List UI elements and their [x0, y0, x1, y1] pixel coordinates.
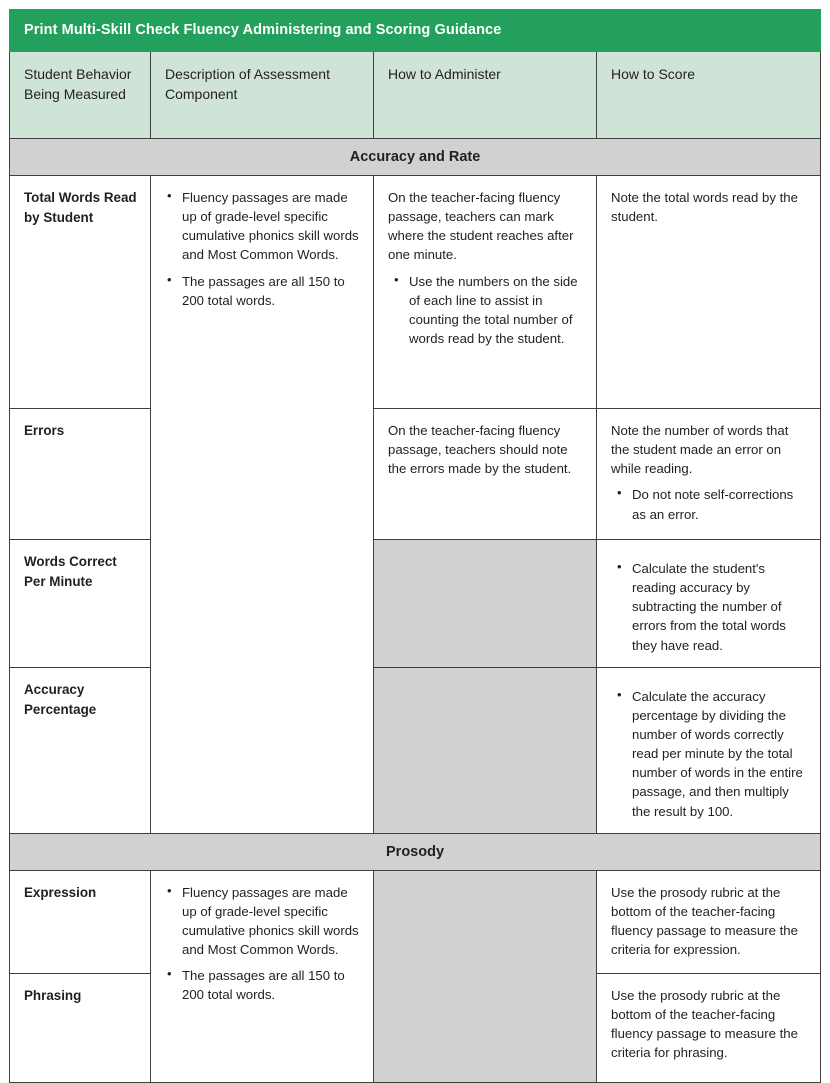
- behavior-total-words-read-by-student: Total Words Read by Student: [10, 176, 151, 409]
- behavior-errors: Errors: [10, 409, 151, 540]
- behavior-accuracy-percentage: Accuracy Percentage: [10, 667, 151, 833]
- table-row: [10, 176, 821, 409]
- score-paragraph: Note the number of words that the student made an error on while reading.: [611, 423, 789, 477]
- administer-paragraph: On the teacher-facing fluency passage, teachers can mark where the student reaches after one minute.: [388, 190, 574, 263]
- score-paragraph: Note the total words read by the student.: [611, 190, 798, 225]
- score-phrasing: [597, 973, 821, 1082]
- score-paragraph: Use the prosody rubric at the bottom of the teacher-facing fluency passage to measure the criteria for phrasing.: [611, 987, 798, 1061]
- description-accuracy-and-rate: [151, 176, 374, 834]
- table-title: Print Multi-Skill Check Fluency Administering and Scoring Guidance: [10, 10, 821, 52]
- description-bullet-list: [165, 883, 361, 1005]
- score-bullet-list: [611, 559, 808, 655]
- section-band-label: Accuracy and Rate: [10, 139, 821, 176]
- table-title-row: [10, 10, 821, 52]
- table-row: [10, 540, 821, 668]
- column-header-description: Description of Assessment Component: [151, 52, 374, 139]
- score-accuracy-percentage: [597, 667, 821, 833]
- list-item: • Fluency passages are made up of grade-level specific cumulative phonics skill words and Most Common Words.: [165, 883, 361, 960]
- score-paragraph: Use the prosody rubric at the bottom of the teacher-facing fluency passage to measure the criteria for expression.: [611, 884, 798, 958]
- score-words-correct-per-minute: [597, 540, 821, 668]
- list-item: • The passages are all 150 to 200 total words.: [165, 272, 361, 310]
- table-row: [10, 409, 821, 540]
- list-item: • The passages are all 150 to 200 total words.: [165, 966, 361, 1004]
- behavior-expression: Expression: [10, 870, 151, 973]
- fluency-guidance-table: [9, 9, 821, 1083]
- description-bullet-list: [165, 188, 361, 310]
- table-header-row: [10, 52, 821, 139]
- section-band-row-accuracy-and-rate: [10, 139, 821, 176]
- score-errors: [597, 409, 821, 540]
- list-item: • Calculate the student's reading accuracy by subtracting the number of errors from the total words they have read.: [611, 559, 808, 655]
- behavior-words-correct-per-minute: Words Correct Per Minute: [10, 540, 151, 668]
- score-bullet-list: [611, 485, 808, 523]
- behavior-phrasing: Phrasing: [10, 973, 151, 1082]
- list-item: • Use the numbers on the side of each line to assist in counting the total number of words read by the student.: [388, 272, 584, 349]
- administer-bullet-list: [388, 272, 584, 349]
- column-header-how-to-administer: How to Administer: [374, 52, 597, 139]
- administer-prosody: [374, 870, 597, 1082]
- score-bullet-list: [611, 687, 808, 821]
- administer-total-words-read-by-student: [374, 176, 597, 409]
- section-band-row-prosody: [10, 833, 821, 870]
- column-header-how-to-score: How to Score: [597, 52, 821, 139]
- list-item: • Do not note self-corrections as an error.: [611, 485, 808, 523]
- administer-errors: [374, 409, 597, 540]
- list-item: • Calculate the accuracy percentage by dividing the number of words correctly read per minute by the total number of words in the entire passage, and then multiply the result by 100.: [611, 687, 808, 821]
- column-header-student-behavior: Student Behavior Being Measured: [10, 52, 151, 139]
- section-band-label: Prosody: [10, 833, 821, 870]
- description-prosody: [151, 870, 374, 1082]
- table-row: [10, 870, 821, 973]
- list-item: • Fluency passages are made up of grade-level specific cumulative phonics skill words and Most Common Words.: [165, 188, 361, 265]
- table-row: [10, 667, 821, 833]
- administer-paragraph: On the teacher-facing fluency passage, teachers should note the errors made by the student.: [388, 423, 572, 477]
- score-total-words-read-by-student: [597, 176, 821, 409]
- administer-accuracy-percentage: [374, 667, 597, 833]
- score-expression: [597, 870, 821, 973]
- administer-words-correct-per-minute: [374, 540, 597, 668]
